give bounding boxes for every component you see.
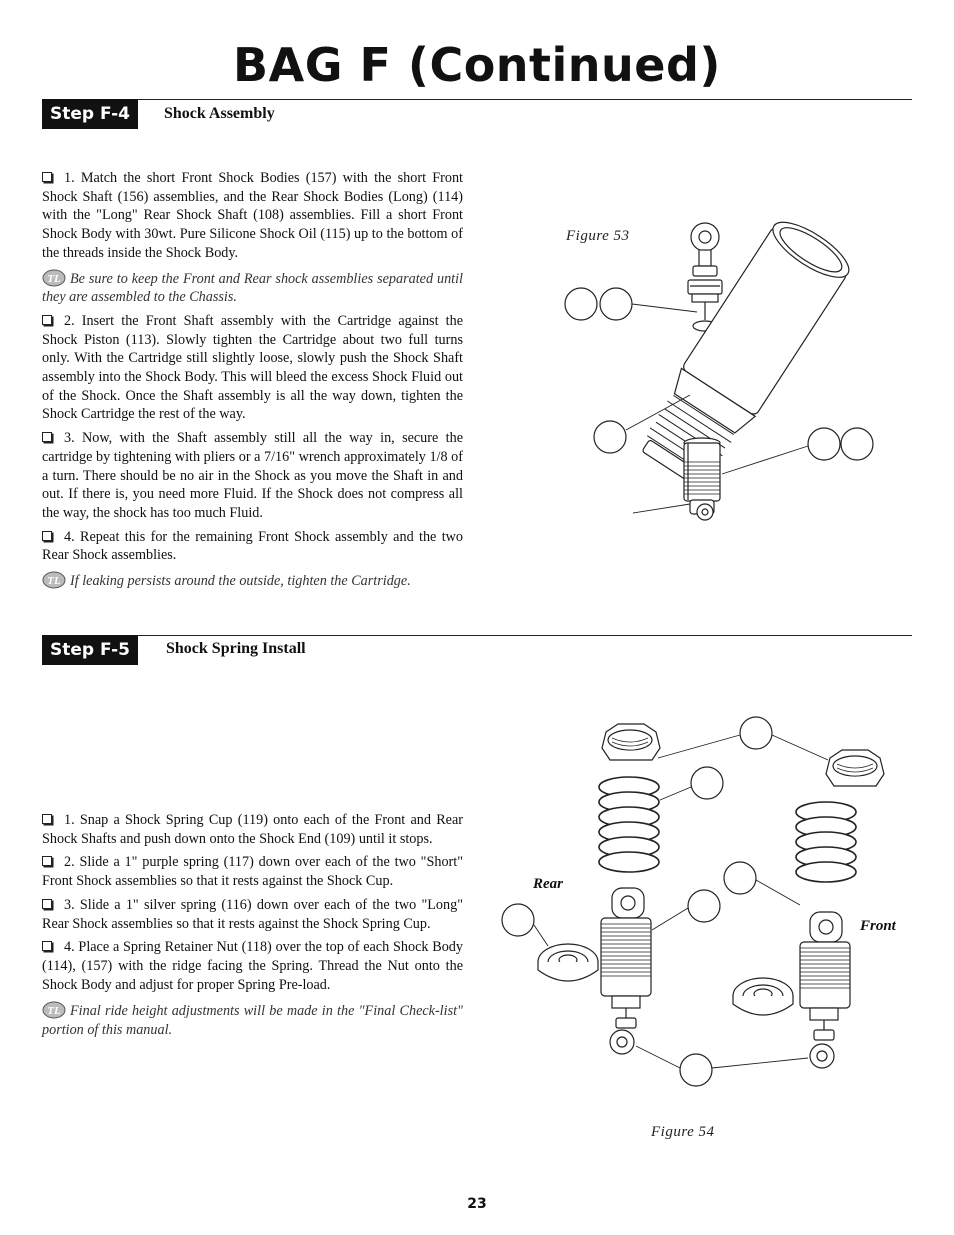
team-losi-tip-icon bbox=[42, 269, 66, 287]
instruction-item: 4. Repeat this for the remaining Front Shock assembly and the two Rear Shock assemblies. bbox=[42, 528, 463, 564]
step-f4-badge: Step F-4 bbox=[42, 99, 138, 129]
step-f5-instructions bbox=[42, 811, 463, 1045]
tip-note: TL If leaking persists around the outside, tighten the Cartridge. bbox=[42, 571, 463, 591]
step-f5-badge: Step F-5 bbox=[42, 635, 138, 665]
tip-note: TL Be sure to keep the Front and Rear shock assemblies separated until they are assembled to the Chassis. bbox=[42, 270, 463, 306]
checkbox-icon[interactable] bbox=[42, 172, 52, 182]
instruction-item: 3. Now, with the Shaft assembly still all the way in, secure the cartridge by tightening with pliers or a 7/16" wrench approximately 1/8 of a turn. There should be no air in the Shock as you move the Shaft in and out. If there is, you need more Fluid. If the Shock does not compress all the way, the shock has too much Fluid. bbox=[42, 430, 463, 521]
rear-label: Rear bbox=[533, 876, 563, 892]
checkbox-icon[interactable] bbox=[42, 315, 52, 325]
page-title: BAG F (Continued) bbox=[233, 38, 721, 92]
svg-text:TL: TL bbox=[47, 1005, 61, 1018]
section-rule bbox=[42, 635, 912, 636]
svg-text:TL: TL bbox=[47, 575, 61, 588]
figure-54-label: Figure 54 bbox=[651, 1124, 715, 1140]
front-label: Front bbox=[860, 918, 896, 934]
team-losi-tip-icon bbox=[42, 571, 66, 589]
team-losi-tip-icon bbox=[42, 1001, 66, 1019]
figure-53-label: Figure 53 bbox=[566, 228, 630, 244]
instruction-item: 1. Snap a Shock Spring Cup (119) onto each of the Front and Rear Shock Shafts and push down onto the Shock End (109) until it stops. bbox=[42, 812, 463, 847]
instruction-item: 2. Slide a 1" purple spring (117) down over each of the two "Short" Front Shock assemblies so that it rests against the Shock Cup. bbox=[42, 854, 463, 890]
tip-note: TL Final ride height adjustments will be made in the "Final Check-list" portion of this manual. bbox=[42, 1003, 463, 1039]
svg-text:TL: TL bbox=[47, 272, 61, 285]
checkbox-icon[interactable] bbox=[42, 531, 52, 541]
instruction-item: 2. Insert the Front Shaft assembly with the Cartridge against the Shock Piston (113). Slowly tighten the Cartridge about two full turns only. With the Cartridge still slightly loose, slowly push the Shock Shaft assembly into the Shock Body. This will bleed the excess Shock Fluid out of the Shock. Once the Shaft assembly is all the way down, tighten the Shock Cartridge the rest of the way. bbox=[42, 312, 463, 423]
checkbox-icon[interactable] bbox=[42, 941, 52, 951]
step-f4-instructions bbox=[42, 169, 463, 596]
header-rule bbox=[42, 99, 912, 100]
page-number: 23 bbox=[467, 1196, 487, 1212]
checkbox-icon[interactable] bbox=[42, 432, 52, 442]
step-f5-title: Shock Spring Install bbox=[166, 640, 306, 657]
checkbox-icon[interactable] bbox=[42, 814, 52, 824]
instruction-item: 3. Slide a 1" silver spring (116) down over each of the two "Long" Rear Shock assemblies so that it rests against the Shock Spring Cup. bbox=[42, 896, 463, 932]
instruction-item: 4. Place a Spring Retainer Nut (118) over the top of each Shock Body (114), (157) with the ridge facing the Spring. Thread the Nut onto the Shock Body and adjust for proper Spring Pre-load. bbox=[42, 939, 463, 993]
step-f4-title: Shock Assembly bbox=[164, 105, 275, 122]
checkbox-icon[interactable] bbox=[42, 856, 52, 866]
instruction-item: 1. Match the short Front Shock Bodies (157) with the short Front Shock Shaft (156) assemblies, and the Rear Shock Bodies (Long) (114) with the "Long" Rear Shock Shaft (108) assemblies. Fill a short Front Shock Body with 30wt. Pure Silicone Shock Oil (115) up to the bottom of the threads inside the Shock Body. bbox=[42, 170, 463, 261]
checkbox-icon[interactable] bbox=[42, 899, 52, 909]
